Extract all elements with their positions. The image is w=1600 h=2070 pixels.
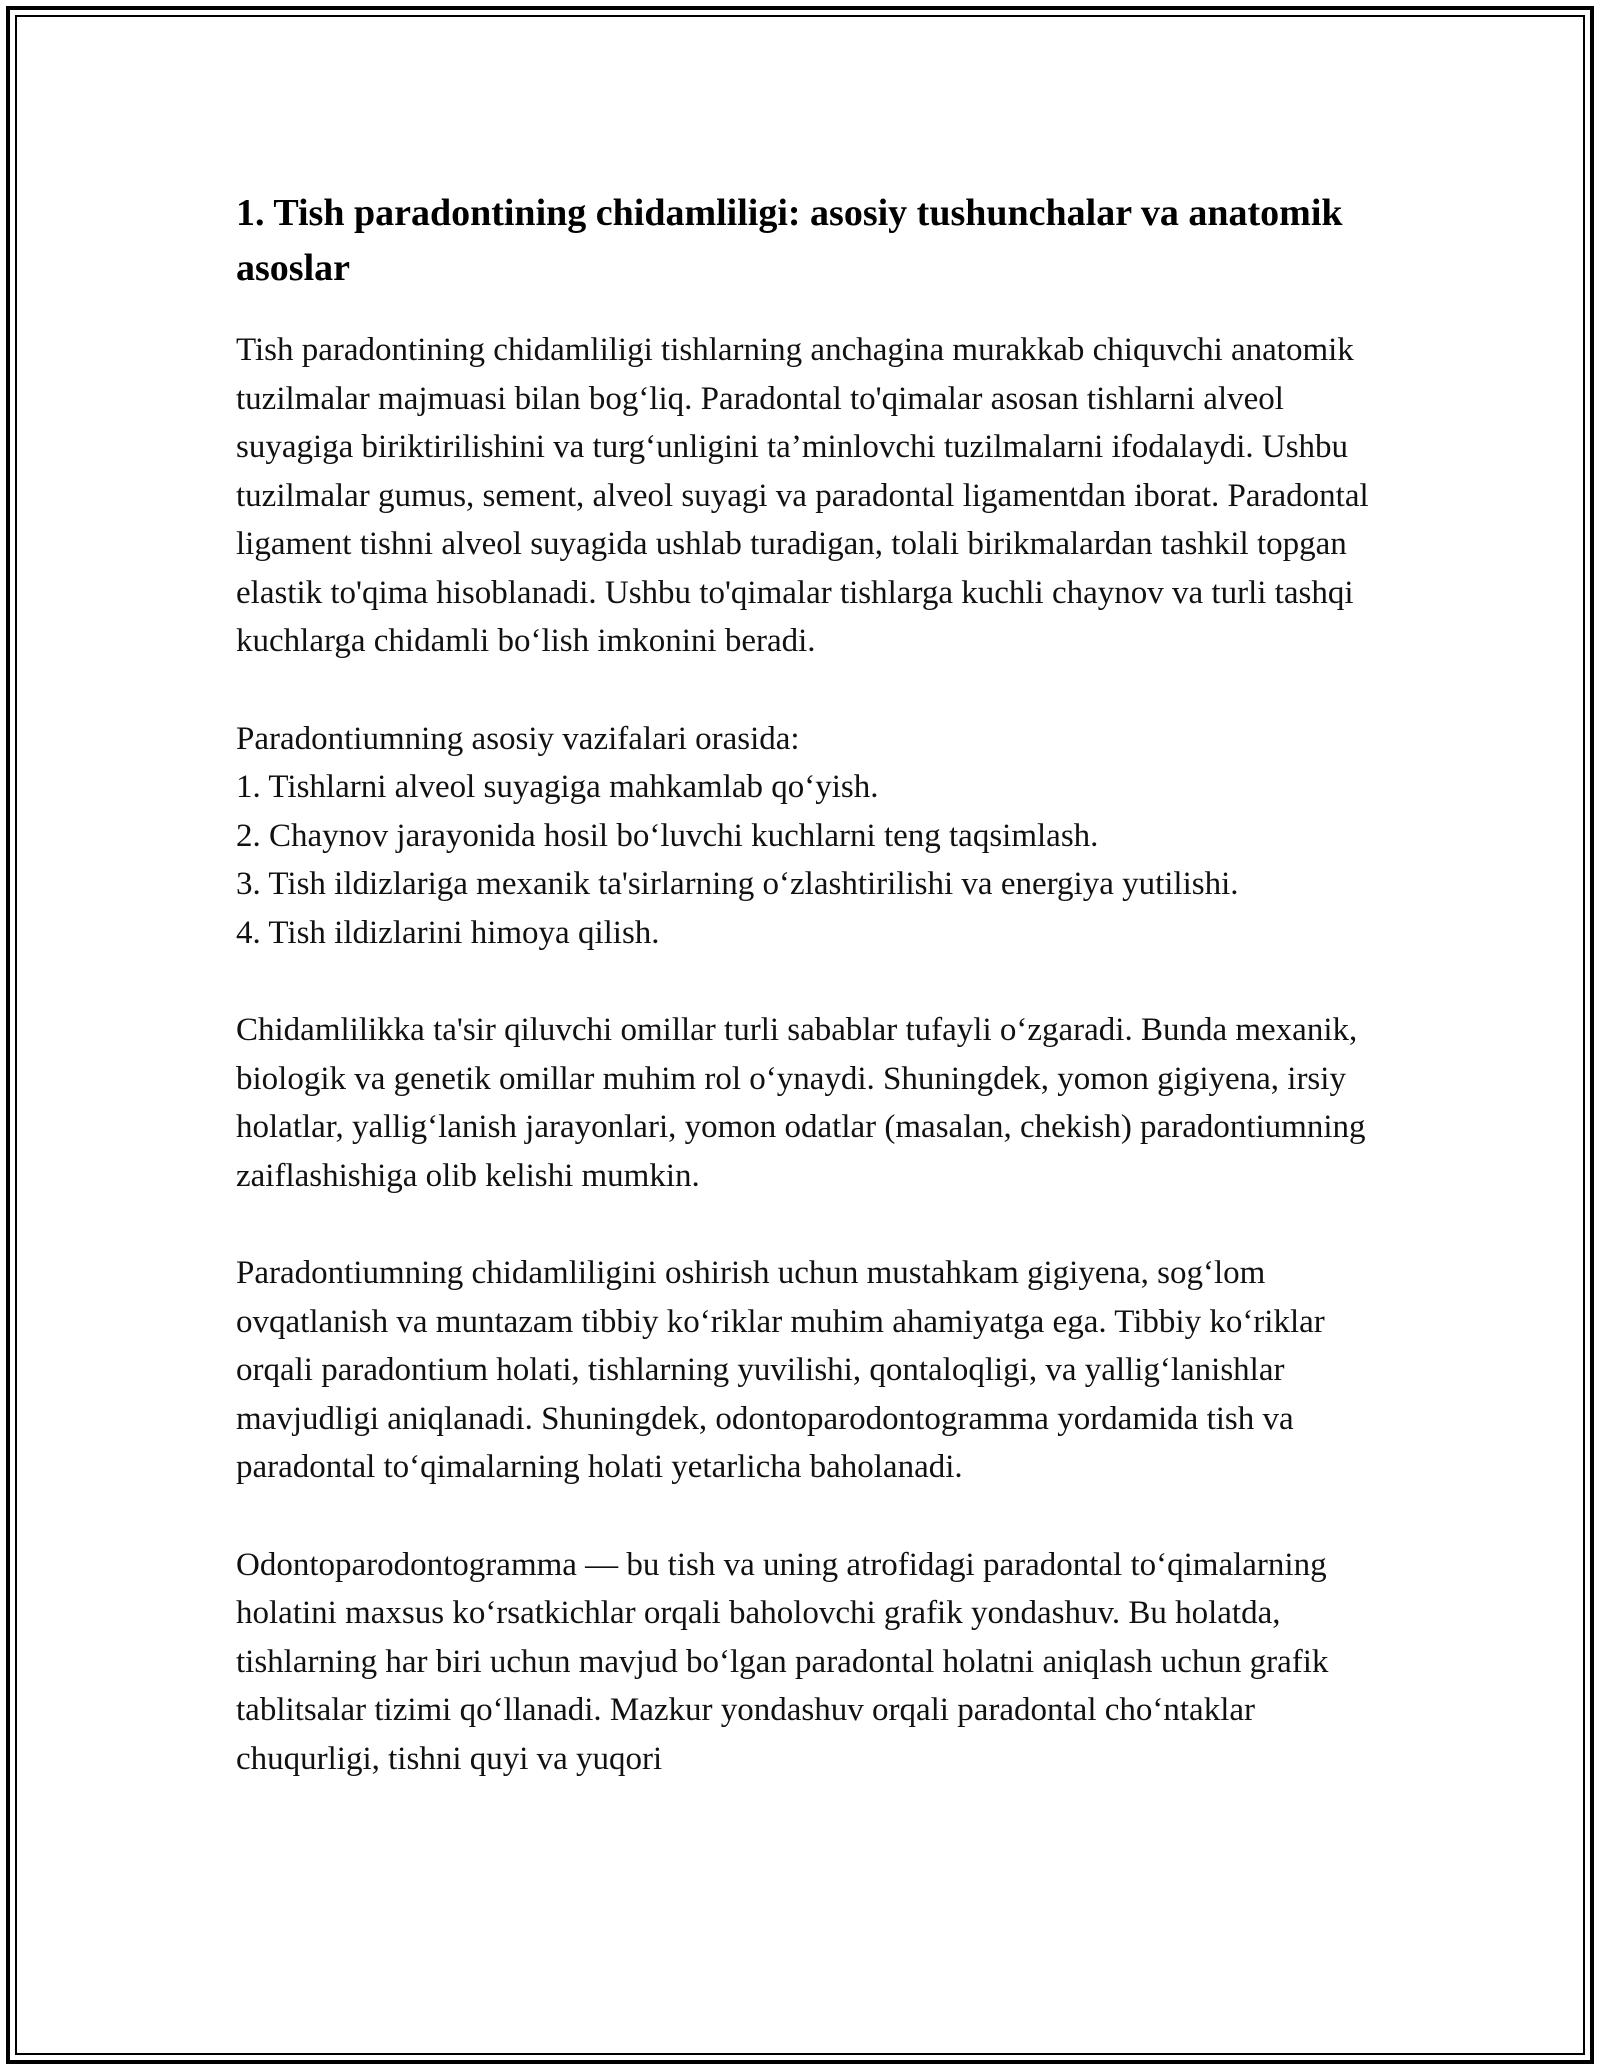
list-item: 2. Chaynov jarayonida hosil bo‘luvchi kuchlarni teng taqsimlash. [236,817,1099,854]
list-item: 4. Tish ildizlarini himoya qilish. [236,914,660,951]
list-item: 3. Tish ildizlariga mexanik ta'sirlarning o‘zlashtirilishi va energiya yutilishi. [236,866,1239,902]
paragraph-prevention: Paradontiumning chidamliligini oshirish uchun mustahkam gigiyena, sog‘lom ovqatlanish va muntazam tibbiy ko‘riklar muhim ahamiyatga ega. Tibbiy ko‘riklar orqali paradontium holati, tishlarning yuvilishi, qontaloqligi, va yallig‘lanishlar mavjudligi aniqlanadi. Shuningdek, odontoparodontogramma yordamida tish va paradontal to‘qimalarning holati yetarlicha baholanadi. [236,1255,1325,1485]
paragraph-anatomy: Tish paradontining chidamliligi tishlarning anchagina murakkab chiquvchi anatomik tuzilmalar majmuasi bilan bog‘liq. Paradontal to'qimalar asosan tishlarni alveol suyagiga biriktirilishini va turg‘unligini ta’minlovchi tuzilmalarni ifodalaydi. Ushbu tuzilmalar gumus, sement, alveol suyagi va paradontal ligamentdan iborat. Paradontal ligament tishni alveol suyagida ushlab turadigan, tolali birikmalardan tashkil topgan elastik to'qima hisoblanadi. Ushbu to'qimalar tishlarga kuchli chaynov va turli tashqi kuchlarga chidamli bo‘lish imkonini beradi. [236,332,1369,659]
functions-list [236,763,1386,957]
list-item: 1. Tishlarni alveol suyagiga mahkamlab qo‘yish. [236,769,879,805]
section-heading: 1. Tish paradontining chidamliligi: asosiy tushunchalar va anatomik asoslar [236,192,1343,289]
paragraph-odontoparodontogram: Odontoparodontogramma — bu tish va uning atrofidagi paradontal to‘qimalarning holatini maxsus ko‘rsatkichlar orqali baholovchi grafik yondashuv. Bu holatda, tishlarning har biri uchun mavjud bo‘lgan paradontal holatni aniqlash uchun grafik tablitsalar tizimi qo‘llanadi. Mazkur yondashuv orqali paradontal cho‘ntaklar chuqurligi, tishni quyi va yuqori [236,1546,1329,1777]
functions-list-intro: Paradontiumning asosiy vazifalari orasida: [236,720,800,757]
document-body [236,186,1386,1832]
paragraph-factors: Chidamlilikka ta'sir qiluvchi omillar turli sabablar tufayli o‘zgaradi. Bunda mexanik, biologik va genetik omillar muhim rol o‘ynaydi. Shuningdek, yomon gigiyena, irsiy holatlar, yallig‘lanish jarayonlari, yomon odatlar (masalan, chekish) paradontiumning zaiflashishiga olib kelishi mumkin. [236,1012,1366,1194]
